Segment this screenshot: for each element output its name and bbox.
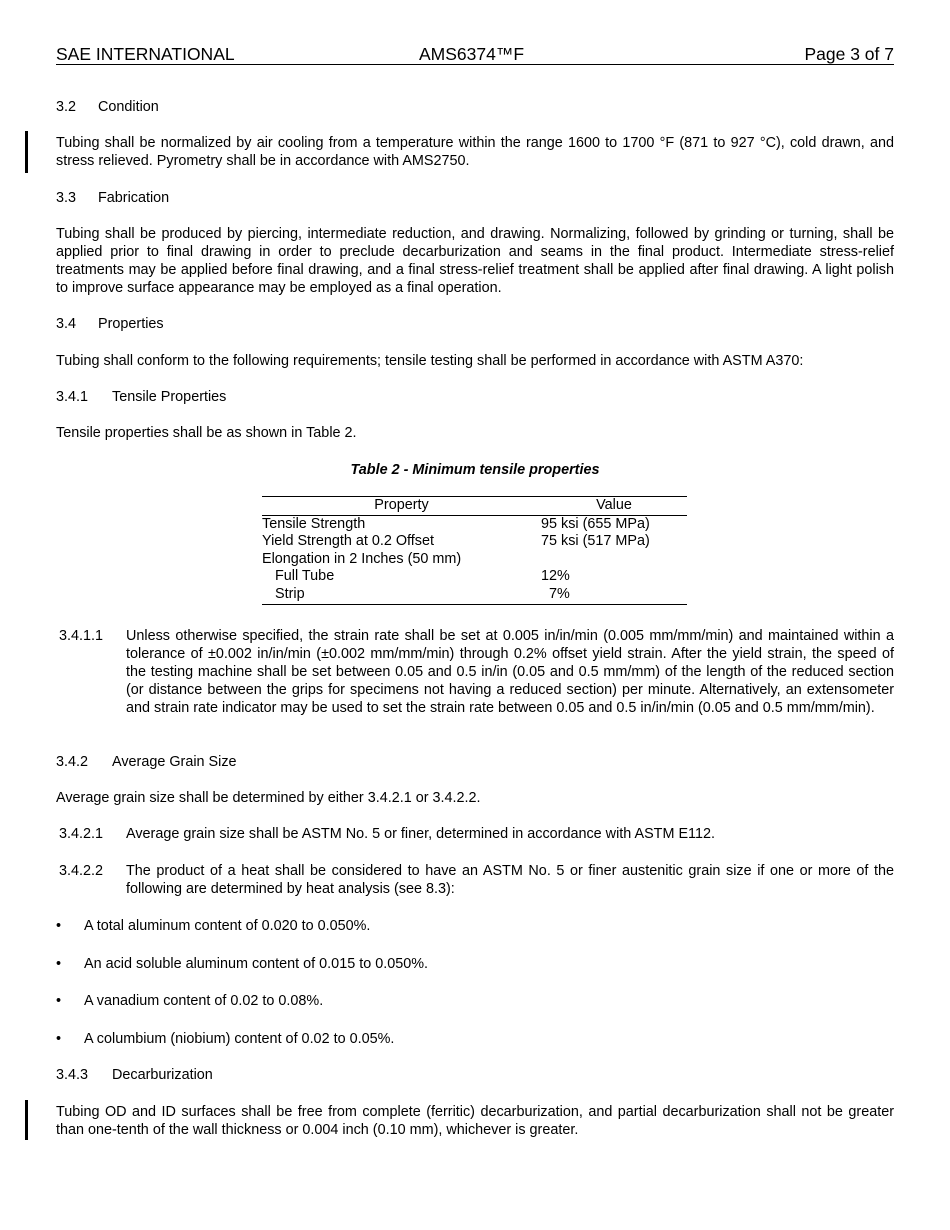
table-row <box>262 515 687 533</box>
section-3-4-2-2 <box>59 862 894 898</box>
bullet-symbol: • <box>56 956 62 972</box>
table-row <box>262 551 687 569</box>
list-item <box>56 917 370 935</box>
property-cell: Yield Strength at 0.2 Offset <box>262 533 434 550</box>
list-item <box>56 992 323 1010</box>
table-row <box>262 586 687 604</box>
section-3-4-heading <box>56 315 164 333</box>
list-item <box>56 955 428 973</box>
property-cell: Strip <box>262 586 541 604</box>
bullet-symbol: • <box>56 993 62 1009</box>
section-title: Fabrication <box>98 190 170 206</box>
section-number: 3.2 <box>56 99 77 115</box>
section-text: The product of a heat shall be considered to have an ASTM No. 5 or finer austenitic grain size if one or more of the following are determined by heat analysis (see 8.3): <box>126 863 894 897</box>
header-page-number: Page 3 of 7 <box>804 44 894 64</box>
value-cell <box>541 551 687 569</box>
column-header-property: Property <box>262 497 541 516</box>
change-bar <box>25 131 28 173</box>
header-organization: SAE INTERNATIONAL <box>56 44 235 64</box>
section-title: Tensile Properties <box>112 389 227 405</box>
property-cell: Full Tube <box>275 568 335 585</box>
section-number: 3.4 <box>56 316 77 332</box>
section-title: Average Grain Size <box>112 754 237 770</box>
section-number: 3.4.1.1 <box>59 628 104 644</box>
section-number: 3.4.3 <box>56 1067 89 1083</box>
value-cell: 7% <box>541 586 687 604</box>
section-title: Condition <box>98 99 159 115</box>
property-cell: Tensile Strength <box>262 515 366 532</box>
property-cell: Elongation in 2 Inches (50 mm) <box>262 550 462 567</box>
section-3-3-text: Tubing shall be produced by piercing, intermediate reduction, and drawing. Normalizing, followed by grinding or turning, shall be applied prior to final drawing in order to preclude decarburization and seams in the final product. Intermediate stress-relief treatments may be applied before final drawing, and a final stress-relief treatment shall be applied after final drawing. A light polish to improve surface appearance may be employed as a final operation. <box>56 226 894 296</box>
list-item <box>56 1030 394 1048</box>
header-document-number: AMS6374™F <box>419 44 525 64</box>
section-3-4-1-text: Tensile properties shall be as shown in Table 2. <box>56 425 357 441</box>
table-caption: Table 2 - Minimum tensile properties <box>350 462 600 478</box>
table-header-row <box>262 497 687 516</box>
table-row <box>262 533 687 551</box>
section-number: 3.4.1 <box>56 389 89 405</box>
section-3-2-text: Tubing shall be normalized by air cooling from a temperature within the range 1600 to 1700 °F (871 to 927 °C), cold drawn, and stress relieved. Pyrometry shall be in accordance with AMS2750. <box>56 135 894 169</box>
section-3-4-3-heading <box>56 1066 213 1084</box>
change-bar <box>25 1100 28 1140</box>
section-3-4-1-1 <box>59 627 894 717</box>
tensile-properties-table <box>262 496 687 605</box>
list-item-text: A columbium (niobium) content of 0.02 to 0.05%. <box>84 1031 395 1047</box>
column-header-value: Value <box>541 497 687 516</box>
bullet-symbol: • <box>56 1031 62 1047</box>
page-header <box>56 44 894 65</box>
section-3-4-3-text: Tubing OD and ID surfaces shall be free from complete (ferritic) decarburization, and partial decarburization shall not be greater than one-tenth of the wall thickness or 0.004 inch (0.10 mm), whichever is greater. <box>56 1104 894 1138</box>
section-title: Properties <box>98 316 164 332</box>
section-number: 3.4.2 <box>56 754 89 770</box>
value-cell: 12% <box>541 568 570 585</box>
section-3-3-heading <box>56 189 169 207</box>
list-item-text: A total aluminum content of 0.020 to 0.050%. <box>84 918 371 934</box>
bullet-symbol: • <box>56 918 62 934</box>
section-3-4-2-heading <box>56 753 237 771</box>
section-text: Unless otherwise specified, the strain rate shall be set at 0.005 in/in/min (0.005 mm/mm/min) and maintained within a tolerance of ±0.002 in/in/min (±0.002 mm/mm/min) through 0.2% offset yield strain. After the yield strain, the speed of the testing machine shall be set between 0.05 and 0.5 in/in (0.05 and 0.5 mm/mm) of the length of the reduced section (or distance between the grips for specimens not having a reduced section) per minute. Alternatively, an extensometer and strain rate indicator may be used to set the strain rate between 0.05 and 0.5 in/in/min (0.05 and 0.5 mm/mm/min). <box>126 628 894 716</box>
section-3-4-text: Tubing shall conform to the following requirements; tensile testing shall be performed in accordance with ASTM A370: <box>56 353 804 369</box>
table-row <box>262 568 687 586</box>
section-title: Decarburization <box>112 1067 213 1083</box>
section-number: 3.4.2.2 <box>59 863 104 879</box>
section-number: 3.3 <box>56 190 77 206</box>
value-cell: 75 ksi (517 MPa) <box>541 533 650 550</box>
value-cell: 95 ksi (655 MPa) <box>541 515 650 532</box>
section-number: 3.4.2.1 <box>59 826 104 842</box>
section-3-2-heading <box>56 98 159 116</box>
section-3-4-2-text: Average grain size shall be determined by either 3.4.2.1 or 3.4.2.2. <box>56 790 481 806</box>
list-item-text: An acid soluble aluminum content of 0.015 to 0.050%. <box>84 956 428 972</box>
section-3-4-1-heading <box>56 388 226 406</box>
section-text: Average grain size shall be ASTM No. 5 or finer, determined in accordance with ASTM E112. <box>126 826 715 842</box>
list-item-text: A vanadium content of 0.02 to 0.08%. <box>84 993 324 1009</box>
section-3-4-2-1 <box>59 825 894 843</box>
